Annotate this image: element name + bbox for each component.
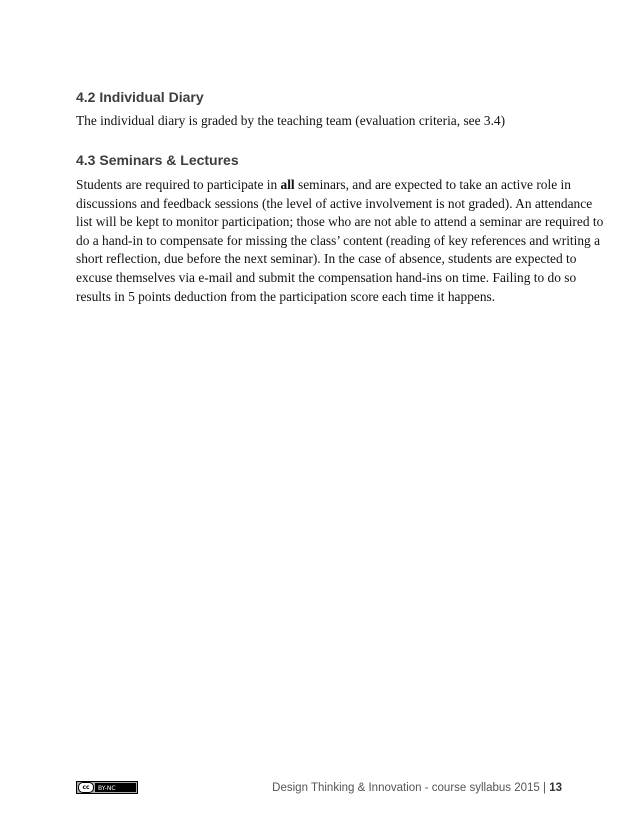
paragraph-line: do a hand-in to compensate for missing the class’ content (reading of key references and writing a <box>76 232 601 248</box>
footer-title: Design Thinking & Innovation - course syllabus 2015 | <box>272 782 550 794</box>
page-footer <box>272 782 562 794</box>
paragraph-line: excuse themselves via e-mail and submit the compensation hand-ins on time. Failing to do so <box>76 269 577 285</box>
paragraph-text: Students are required to participate in <box>76 177 281 192</box>
paragraph-line <box>76 176 576 195</box>
paragraph-line: short reflection, due before the next seminar). In the case of absence, students are expected to <box>76 251 577 267</box>
emphasis-all: all <box>280 177 295 192</box>
creative-commons-icon: cc <box>77 782 95 793</box>
section-heading-individual-diary: 4.2 Individual Diary <box>76 89 204 105</box>
paragraph-text: seminars, and are expected to take an active role in <box>294 177 571 192</box>
section-paragraph-seminars-lectures <box>76 176 604 306</box>
license-type-label: BY-NC <box>95 783 136 792</box>
section-paragraph-individual-diary <box>76 112 576 131</box>
paragraph-line: The individual diary is graded by the teaching team (evaluation criteria, see 3.4) <box>76 113 506 128</box>
page-number: 13 <box>549 782 562 794</box>
paragraph-line: list will be kept to monitor participation; those who are not able to attend a seminar are required to <box>76 214 604 230</box>
section-heading-seminars-lectures: 4.3 Seminars & Lectures <box>76 152 239 168</box>
creative-commons-license-badge <box>76 781 138 794</box>
paragraph-line: results in 5 points deduction from the participation score each time it happens. <box>76 288 496 304</box>
paragraph-line: discussions and feedback sessions (the level of active involvement is not graded). An attendance <box>76 195 593 211</box>
